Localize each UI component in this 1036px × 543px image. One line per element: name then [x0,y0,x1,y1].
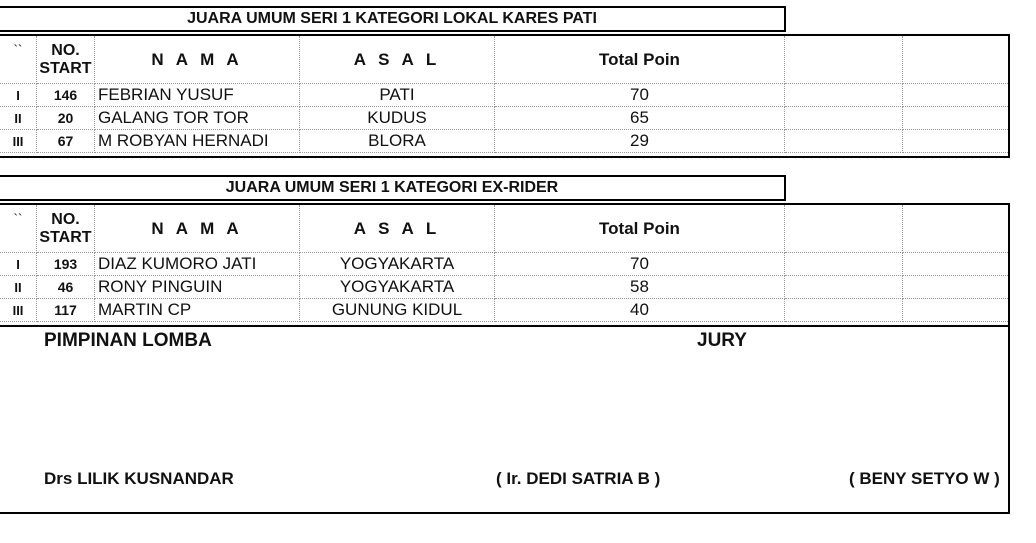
empty-cell [903,36,1008,84]
no-start-cell: 46 [37,276,95,299]
poin-cell: 40 [495,299,785,322]
start-label: START [39,59,92,77]
nama-cell: MARTIN CP [95,299,300,322]
no-label: NO. [51,210,80,228]
asal-cell: GUNUNG KIDUL [300,299,495,322]
nama-header: N A M A [95,205,300,253]
poin-cell: 65 [495,107,785,130]
empty-cell [785,299,903,322]
table-row [0,276,1008,299]
table-row [0,130,1008,153]
nama-cell: FEBRIAN YUSUF [95,84,300,107]
rank-cell: I [0,84,37,107]
no-start-cell: 146 [37,84,95,107]
no-label: NO. [51,41,80,59]
rank-cell: II [0,276,37,299]
jury-name-2: ( BENY SETYO W ) [849,469,1000,488]
results-table-lokal [0,34,1010,158]
nama-cell: DIAZ KUMORO JATI [95,253,300,276]
poin-cell: 70 [495,253,785,276]
nama-header: N A M A [95,36,300,84]
rank-cell: III [0,299,37,322]
section-title-ex-rider: JUARA UMUM SERI 1 KATEGORI EX-RIDER [0,175,786,201]
results-table-ex-rider [0,203,1010,327]
empty-cell [903,299,1008,322]
start-label: START [39,228,92,246]
empty-cell [785,205,903,253]
asal-cell: YOGYAKARTA [300,253,495,276]
empty-cell [785,276,903,299]
empty-cell [785,107,903,130]
no-start-header [37,36,95,84]
no-start-cell: 117 [37,299,95,322]
rank-cell: I [0,253,37,276]
table-row [0,253,1008,276]
total-poin-header: Total Poin [495,205,785,253]
rank-header: `` [0,36,37,84]
no-start-header [37,205,95,253]
rank-cell: II [0,107,37,130]
jury-name-1: ( Ir. DEDI SATRIA B ) [496,469,661,488]
table-header [0,36,1008,84]
table-row [0,107,1008,130]
pimpinan-lomba-label: PIMPINAN LOMBA [44,330,212,351]
total-poin-header: Total Poin [495,36,785,84]
nama-cell: GALANG TOR TOR [95,107,300,130]
empty-cell [903,205,1008,253]
asal-cell: YOGYAKARTA [300,276,495,299]
empty-cell [785,84,903,107]
nama-cell: RONY PINGUIN [95,276,300,299]
poin-cell: 58 [495,276,785,299]
rank-cell: III [0,130,37,153]
empty-cell [785,253,903,276]
asal-cell: BLORA [300,130,495,153]
pimpinan-name: Drs LILIK KUSNANDAR [44,469,234,488]
asal-header: A S A L [300,205,495,253]
asal-cell: KUDUS [300,107,495,130]
rank-header: `` [0,205,37,253]
empty-cell [785,130,903,153]
section-title-lokal: JUARA UMUM SERI 1 KATEGORI LOKAL KARES PATI [0,6,786,32]
empty-cell [903,130,1008,153]
table-row [0,84,1008,107]
asal-header: A S A L [300,36,495,84]
asal-cell: PATI [300,84,495,107]
table-header [0,205,1008,253]
jury-label: JURY [697,330,747,351]
empty-cell [785,36,903,84]
no-start-cell: 20 [37,107,95,130]
table-row [0,299,1008,322]
poin-cell: 70 [495,84,785,107]
nama-cell: M ROBYAN HERNADI [95,130,300,153]
no-start-cell: 193 [37,253,95,276]
no-start-cell: 67 [37,130,95,153]
empty-cell [903,253,1008,276]
empty-cell [903,276,1008,299]
empty-cell [903,84,1008,107]
empty-cell [903,107,1008,130]
poin-cell: 29 [495,130,785,153]
